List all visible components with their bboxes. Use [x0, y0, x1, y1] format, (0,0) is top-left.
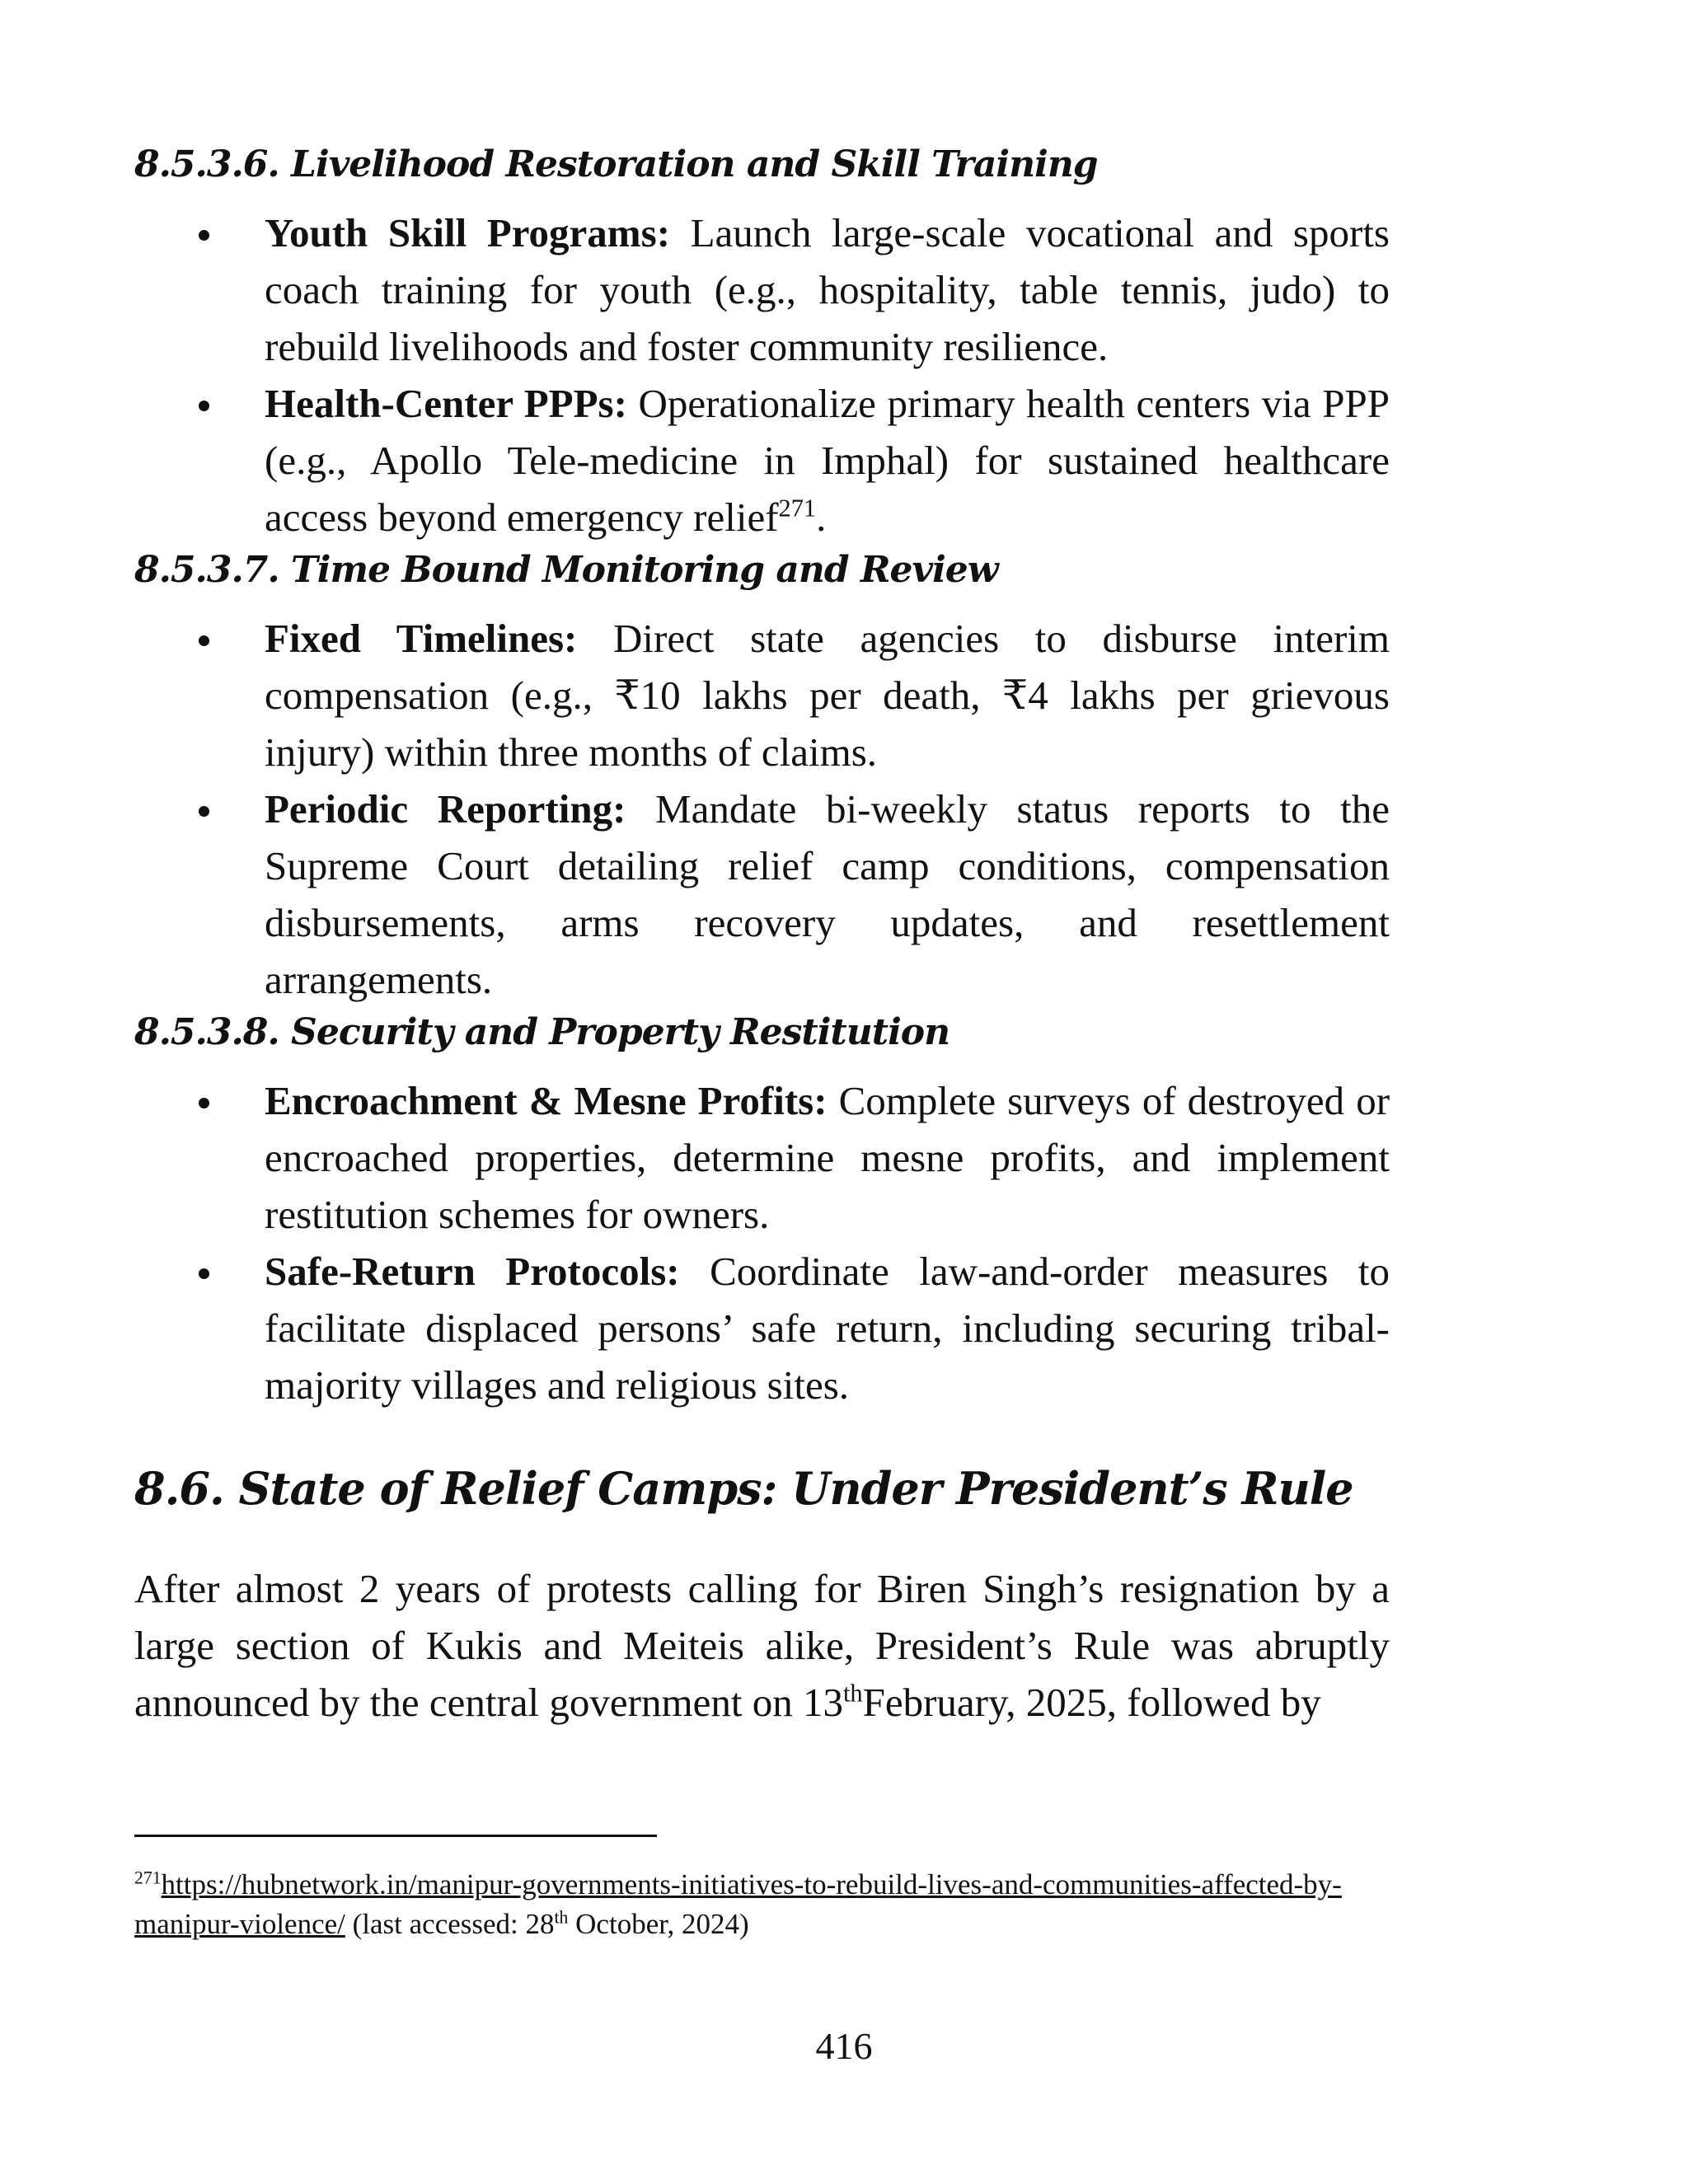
footnote: [134, 1865, 1390, 1944]
paragraph-text-end: February, 2025, followed by: [862, 1680, 1321, 1725]
list-item: [134, 1243, 1390, 1413]
item-term: Youth Skill Programs:: [265, 210, 671, 255]
list-item: [134, 375, 1390, 546]
item-text: Direct state agencies to disburse interim compensation (e.g., ₹10 lakhs per death, ₹4 lakhs per grievous injury) within three months of claims.: [265, 616, 1390, 775]
item-text: Mandate bi-weekly status reports to the Supreme Court detailing relief camp conditions, compensation disbursements, arms recovery updates, and resettlement arrangements.: [265, 786, 1390, 1002]
footnote-divider: [134, 1835, 657, 1837]
date-ordinal: th: [842, 1679, 863, 1708]
item-text: Operationalize primary health centers via PPP (e.g., Apollo Tele-medicine in Imphal) for sustained healthcare access beyond emergency relief: [265, 381, 1390, 540]
list-item: [134, 610, 1390, 780]
bullet-icon: [199, 1098, 209, 1108]
page-number: 416: [815, 2025, 873, 2067]
footnote-number: 271: [134, 1868, 162, 1888]
item-text: Complete surveys of destroyed or encroached properties, determine mesne profits, and implement restitution schemes for owners.: [265, 1078, 1390, 1237]
list-item: [134, 1072, 1390, 1243]
body-paragraph: [134, 1560, 1390, 1731]
section-heading-8-6: 8.6. State of Relief Camps: Under President’s Rule: [134, 1462, 1353, 1515]
footnote-accessed-end: October, 2024): [568, 1908, 749, 1940]
item-term: Safe-Return Protocols:: [265, 1249, 680, 1294]
section-heading-8-5-3-7: 8.5.3.7. Time Bound Monitoring and Review: [134, 549, 998, 591]
footnote-link[interactable]: https://hubnetwork.in/manipur-governments-initiatives-to-rebuild-lives-and-communities-affected-by-manipur-violence/: [134, 1868, 1342, 1940]
bullet-list-monitoring: [134, 610, 1390, 1008]
bullet-icon: [199, 806, 209, 817]
paragraph-text: After almost 2 years of protests calling for Biren Singh’s resignation by a large section of Kukis and Meiteis alike, President’s Rule was abruptly announced by the central government on 13: [134, 1566, 1390, 1725]
section-heading-8-5-3-8: 8.5.3.8. Security and Property Restitution: [134, 1011, 950, 1053]
bullet-icon: [199, 230, 209, 241]
item-term: Health-Center PPPs:: [265, 381, 627, 426]
item-text: Coordinate law-and-order measures to facilitate displaced persons’ safe return, including securing tribal-majority villages and religious sites.: [265, 1249, 1390, 1408]
footnote-ref[interactable]: 271: [778, 494, 817, 523]
footnote-ordinal: th: [554, 1907, 569, 1928]
footnote-accessed: (last accessed: 28: [345, 1908, 555, 1940]
page-content: [134, 140, 1390, 1731]
list-item: [134, 780, 1390, 1008]
item-term: Periodic Reporting:: [265, 786, 626, 832]
list-item: [134, 204, 1390, 375]
item-term: Fixed Timelines:: [265, 616, 578, 661]
bullet-list-livelihood: [134, 204, 1390, 546]
bullet-icon: [199, 635, 209, 646]
item-term: Encroachment & Mesne Profits:: [265, 1078, 828, 1123]
section-heading-8-5-3-6: 8.5.3.6. Livelihood Restoration and Skill Training: [134, 143, 1098, 185]
bullet-icon: [199, 1268, 209, 1279]
bullet-icon: [199, 401, 209, 411]
item-text-end: .: [816, 494, 827, 540]
bullet-list-security: [134, 1072, 1390, 1413]
item-text: Launch large-scale vocational and sports coach training for youth (e.g., hospitality, table tennis, judo) to rebuild livelihoods and foster community resilience.: [265, 210, 1390, 369]
